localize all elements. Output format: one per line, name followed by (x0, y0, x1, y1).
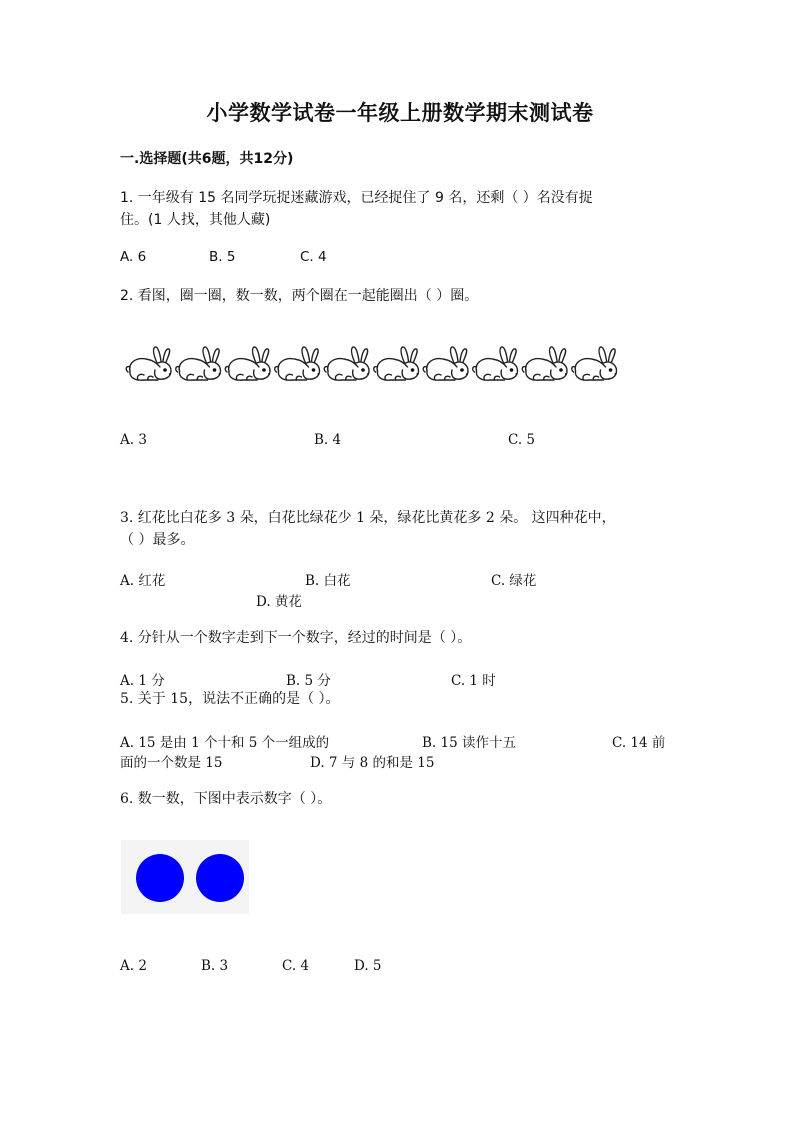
rabbit-icon (225, 347, 270, 380)
question-2-option-c[interactable]: C. 5 (508, 432, 536, 448)
question-3-text-line1: 3. 红花比白花多 3 朵，白花比绿花少 1 朵，绿花比黄花多 2 朵。 这四种花中， (120, 510, 616, 526)
section-heading: 一.选择题(共6题，共12分) (120, 151, 294, 167)
question-6-option-c[interactable]: C. 4 (282, 958, 310, 974)
question-1-option-b[interactable]: B. 5 (209, 249, 236, 265)
question-6-text: 6. 数一数，下图中表示数字（ ）。 (120, 791, 332, 807)
rabbit-icon (176, 347, 221, 380)
rabbit-icon (126, 347, 171, 380)
question-4-option-a[interactable]: A. 1 分 (120, 673, 165, 689)
question-2-option-b[interactable]: B. 4 (314, 432, 342, 448)
rabbit-icon (275, 347, 320, 380)
question-4-text: 4. 分针从一个数字走到下一个数字，经过的时间是（ ）。 (120, 630, 472, 646)
question-6-option-d[interactable]: D. 5 (354, 958, 382, 974)
question-1-option-c[interactable]: C. 4 (300, 249, 327, 265)
blue-dot (196, 854, 244, 902)
blue-dot (136, 854, 184, 902)
question-3-option-a[interactable]: A. 红花 (120, 573, 166, 589)
question-6-option-a[interactable]: A. 2 (120, 958, 147, 974)
dots-image (121, 840, 249, 914)
question-2-option-a[interactable]: A. 3 (120, 432, 147, 448)
rabbit-row-image (124, 343, 624, 385)
page-title: 小学数学试卷一年级上册数学期末测试卷 (206, 100, 594, 125)
question-5-option-a[interactable]: A. 15 是由 1 个十和 5 个一组成的 (120, 735, 330, 751)
question-5-option-b[interactable]: B. 15 读作十五 (422, 735, 516, 751)
question-3-text-line2: （ ）最多。 (120, 532, 195, 548)
question-1-option-a[interactable]: A. 6 (120, 249, 147, 265)
question-2-text: 2. 看图，圈一圈，数一数，两个圈在一起能圈出（ ）圈。 (120, 288, 479, 304)
question-5-option-c-continued: 面的一个数是 15 (120, 755, 223, 771)
rabbit-icon (374, 347, 419, 380)
rabbit-icon (473, 347, 518, 380)
question-3-option-d[interactable]: D. 黄花 (256, 594, 302, 610)
question-5-option-c[interactable]: C. 14 前 (612, 735, 666, 751)
rabbit-icon (324, 347, 369, 380)
rabbit-icon (423, 347, 468, 380)
question-3-option-c[interactable]: C. 绿花 (491, 573, 537, 589)
question-5-option-d[interactable]: D. 7 与 8 的和是 15 (310, 755, 435, 771)
question-3-option-b[interactable]: B. 白花 (305, 573, 351, 589)
question-4-option-c[interactable]: C. 1 时 (451, 673, 496, 689)
rabbit-icon (522, 347, 567, 380)
question-5-text: 5. 关于 15，说法不正确的是（ ）。 (120, 691, 340, 707)
rabbit-icon (572, 347, 617, 380)
question-1-text-line2: 住。(1 人找，其他人藏) (120, 212, 271, 228)
question-1-text-line1: 1. 一年级有 15 名同学玩捉迷藏游戏，已经捉住了 9 名，还剩（ ）名没有捉 (120, 190, 593, 206)
question-6-option-b[interactable]: B. 3 (201, 958, 229, 974)
question-4-option-b[interactable]: B. 5 分 (286, 673, 331, 689)
